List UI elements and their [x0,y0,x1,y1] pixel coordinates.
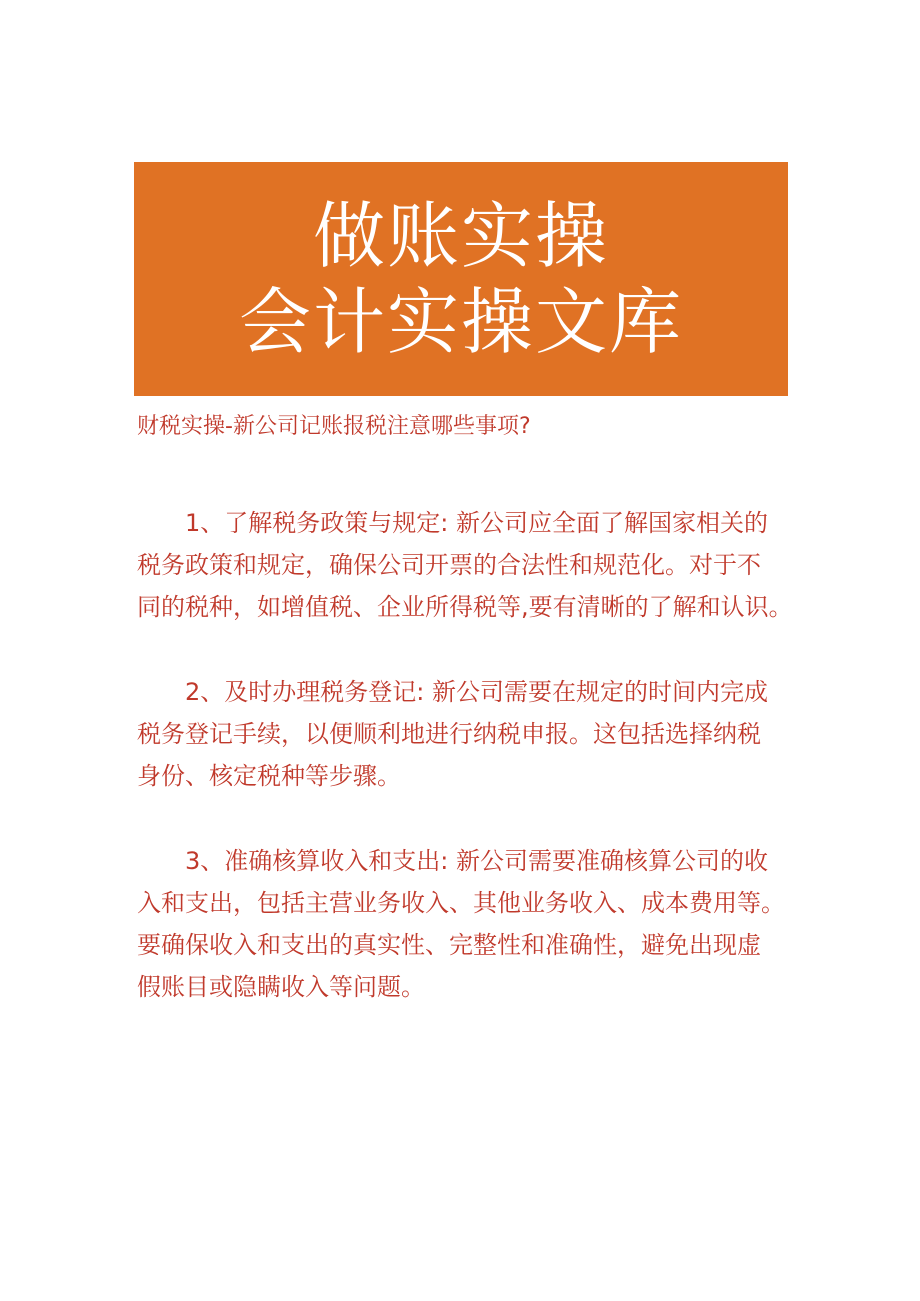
paragraph-line: 假账目或隐瞒收入等问题。 [137,973,425,1001]
paragraph-line: 要确保收入和支出的真实性、完整性和准确性，避免出现虚 [137,931,761,959]
paragraph-line: 税务登记手续，以便顺利地进行纳税申报。这包括选择纳税 [137,720,761,748]
paragraph-line: 税务政策和规定，确保公司开票的合法性和规范化。对于不 [137,551,761,579]
paragraph-line: 入和支出，包括主营业务收入、其他业务收入、成本费用等。 [137,889,785,917]
paragraph-line: 2、及时办理税务登记: 新公司需要在规定的时间内完成 [185,678,768,706]
banner-title-line1: 做账实操 [312,194,609,278]
banner-title-line2: 会计实操文库 [238,280,683,364]
paragraph-line: 3、准确核算收入和支出: 新公司需要准确核算公司的收 [185,847,768,875]
header-banner [134,162,788,396]
article-subtitle: 财税实操-新公司记账报税注意哪些事项? [137,414,531,439]
paragraph-line: 同的税种，如增值税、企业所得税等,要有清晰的了解和认识。 [137,593,793,621]
article-body [137,502,793,1051]
paragraph-2 [137,671,787,797]
paragraph-line: 1、了解税务政策与规定: 新公司应全面了解国家相关的 [185,509,768,537]
paragraph-line: 身份、核定税种等步骤。 [137,762,401,790]
paragraph-3 [137,840,787,1008]
paragraph-1 [137,502,793,628]
